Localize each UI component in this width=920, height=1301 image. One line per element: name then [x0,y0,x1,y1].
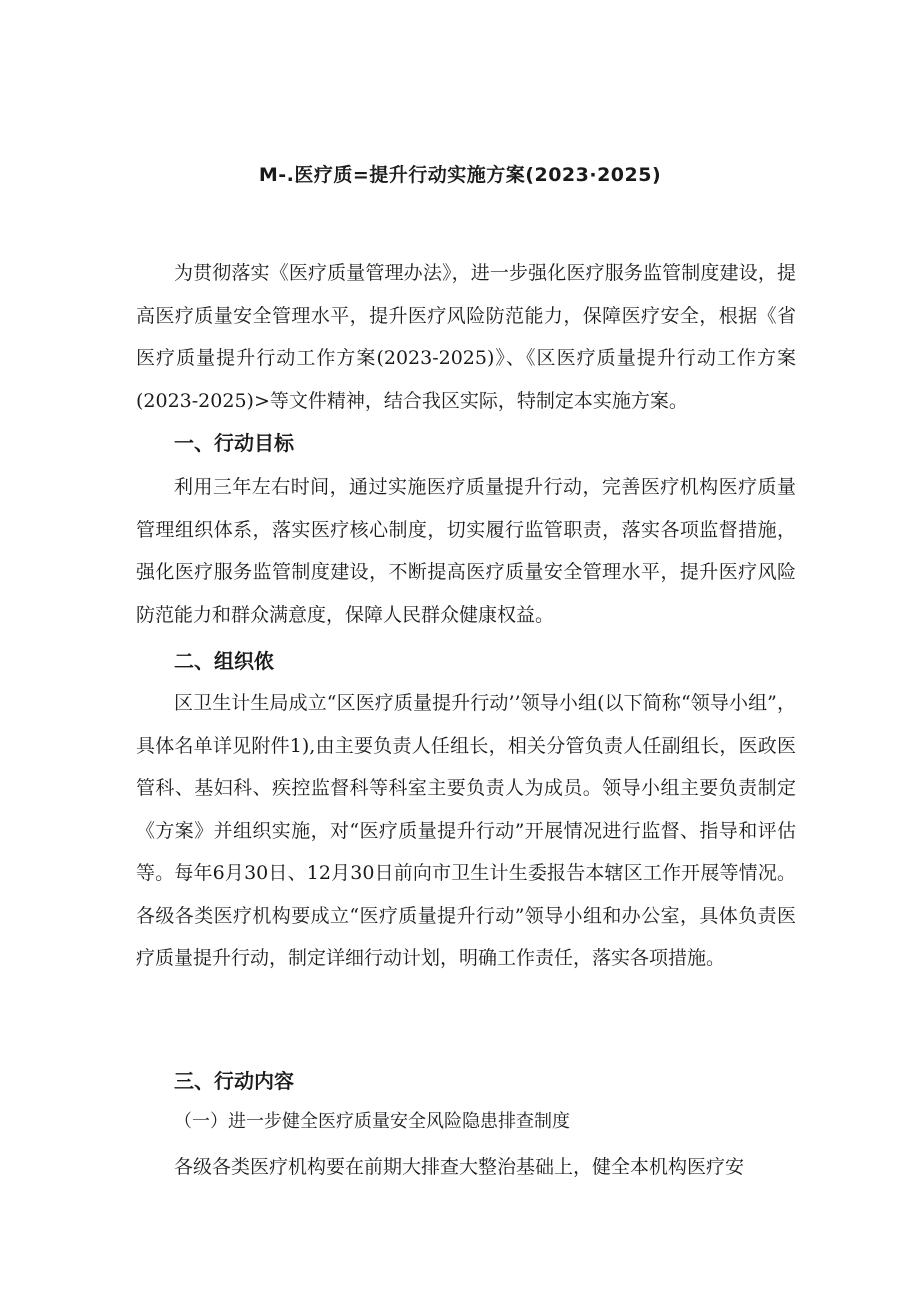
section-body-organization: 区卫生计生局成立“区医疗质量提升行动’’领导小组(以下简称“领导小组”，具体名单详见附件1),由主要负责人任组长，相关分管负责人任副组长，医政医管科、基妇科、疾控监督科等科室主要负责人为成员。领导小组主要负责制定《方案》并组织实施，对“医疗质量提升行动”开展情况进行监督、指导和评估等。每年6月30日、12月30日前向市卫生计生委报告本辖区工作开展等情况。各级各类医疗机构要成立“医疗质量提升行动”领导小组和办公室，具体负责医疗质量提升行动，制定详细行动计划，明确工作责任，落实各项措施。 [136,692,796,969]
section-heading-actions: 三、行动内容 [174,1069,294,1093]
section-heading-goals: 一、行动目标 [174,431,294,455]
intro-paragraph: 为贯彻落实《医疗质量管理办法》，进一步强化医疗服务监管制度建设，提高医疗质量安全管理水平，提升医疗风险防范能力，保障医疗安全，根据《省医疗质量提升行动工作方案(2023-2025)》、《区医疗质量提升行动工作方案(2023-2025)>等文件精神，结合我区实际，特制定本实施方案。 [136,262,796,412]
section-subheading-risk-check: （一）进一步健全医疗质量安全风险隐患排查制度 [174,1111,570,1132]
section-body-actions: 各级各类医疗机构要在前期大排查大整治基础上，健全本机构医疗安 [174,1156,745,1178]
document-title: M-.医疗质=提升行动实施方案(2023·2025) [258,164,662,186]
section-heading-organization: 二、组织侬 [174,649,274,673]
section-body-goals: 利用三年左右时间，通过实施医疗质量提升行动，完善医疗机构医疗质量管理组织体系，落实医疗核心制度，切实履行监管职责，落实各项监督措施，强化医疗服务监管制度建设，不断提高医疗质量安全管理水平，提升医疗风险防范能力和群众满意度，保障人民群众健康权益。 [136,476,796,626]
